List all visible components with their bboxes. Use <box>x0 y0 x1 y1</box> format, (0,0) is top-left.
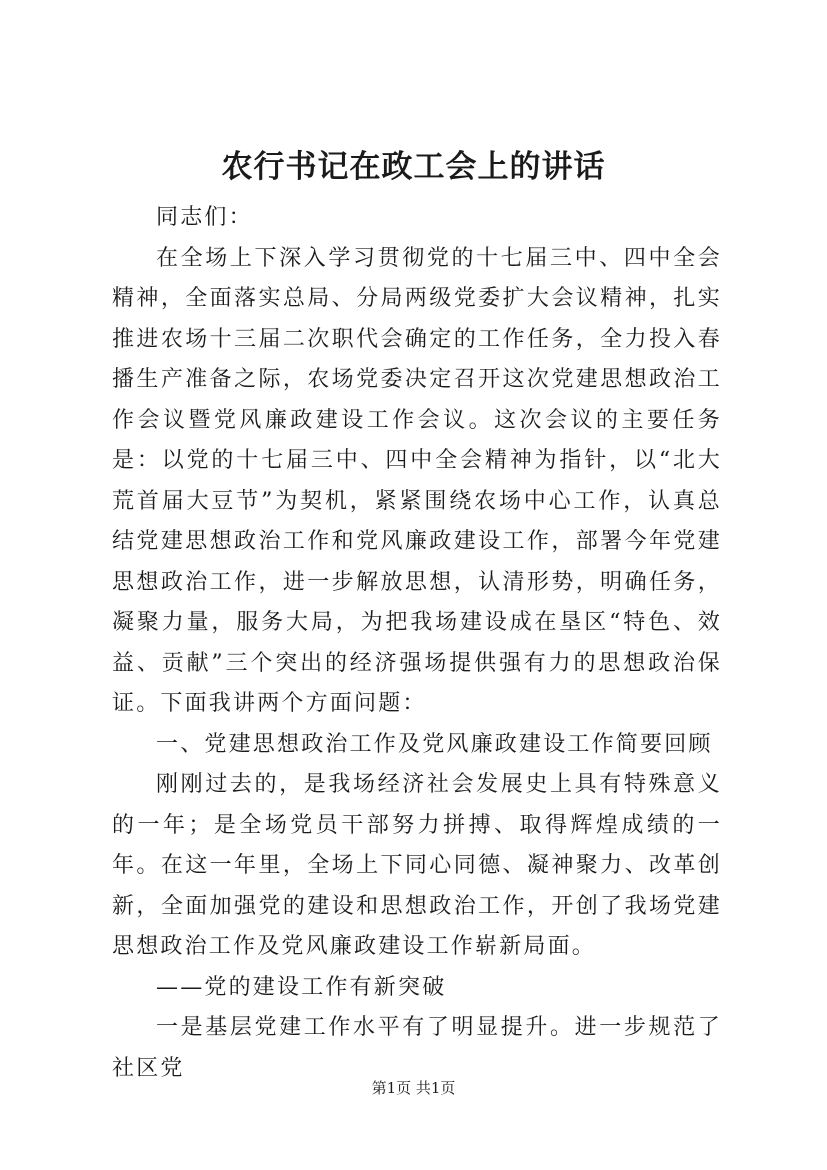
subsection-heading: ——党的建设工作有新突破 <box>156 974 447 1000</box>
section-heading: 一、党建思想政治工作及党风廉政建设工作简要回顾 <box>156 731 713 757</box>
paragraph-intro: 在全场上下深入学习贯彻党的十七届三中、四中全会精神，全面落实总局、分局两级党委扩大会议精神，扎实推进农场十三届二次职代会确定的工作任务，全力投入春播生产准备之际，农场党委决定召开这次党建思想政治工作会议暨党风廉政建设工作会议。这次会议的主要任务是：以党的十七届三中、四中全会精神为指针，以“北大荒首届大豆节”为契机，紧紧围绕农场中心工作，认真总结党建思想政治工作和党风廉政建设工作，部署今年党建思想政治工作，进一步解放思想，认清形势，明确任务，凝聚力量，服务大局，为把我场建设成在垦区“特色、效益、贡献”三个突出的经济强场提供强有力的思想政治保证。下面我讲两个方面问题： <box>112 245 722 716</box>
paragraph-review: 刚刚过去的，是我场经济社会发展史上具有特殊意义的一年；是全场党员干部努力拼搏、取得辉煌成绩的一年。在这一年里，全场上下同心同德、凝神聚力、改革创新，全面加强党的建设和思想政治工作，开创了我场党建思想政治工作及党风廉政建设工作崭新局面。 <box>112 772 722 959</box>
paragraph-point-one: 一是基层党建工作水平有了明显提升。进一步规范了社区党 <box>112 1015 722 1081</box>
salutation: 同志们： <box>156 205 253 230</box>
document-title: 农行书记在政工会上的讲话 <box>221 149 606 185</box>
document-body <box>112 198 722 1089</box>
page-footer: 第1页 共1页 <box>371 1079 456 1097</box>
